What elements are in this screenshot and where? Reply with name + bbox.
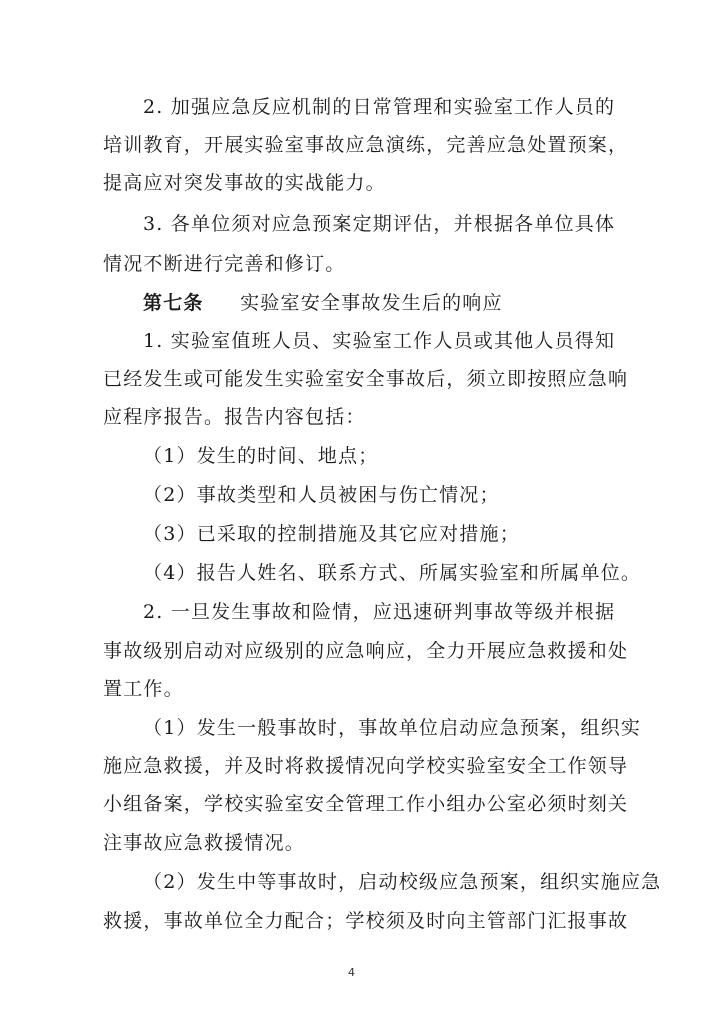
article-number: 第七条 (143, 292, 204, 314)
paragraph-line: 已经发生或可能发生实验室安全事故后，须立即按照应急响 (103, 368, 629, 390)
list-item: （3）已采取的控制措施及其它应对措施； (143, 523, 520, 545)
list-item: （2）事故类型和人员被困与伤亡情况； (143, 484, 500, 506)
list-item: （4）报告人姓名、联系方式、所属实验室和所属单位。 (143, 562, 642, 584)
paragraph-line: 注事故应急救援情况。 (103, 832, 306, 854)
paragraph-line: 3. 各单位须对应急预案定期评估，并根据各单位具体 (143, 213, 616, 235)
paragraph-line: （1）发生一般事故时，事故单位启动应急预案，组织实 (143, 717, 642, 739)
list-item: （1）发生的时间、地点； (143, 445, 379, 467)
paragraph-line: 2. 一旦发生事故和险情，应迅速研判事故等级并根据 (143, 601, 616, 623)
paragraph-line: 救援，事故单位全力配合；学校须及时向主管部门汇报事故 (103, 910, 629, 932)
page-number: 4 (348, 966, 355, 979)
article-heading (143, 292, 503, 314)
paragraph-line: 置工作。 (103, 678, 184, 700)
paragraph-line: 2. 加强应急反应机制的日常管理和实验室工作人员的 (143, 96, 616, 118)
paragraph-line: 小组备案，学校实验室安全管理工作小组办公室必须时刻关 (103, 793, 629, 815)
paragraph-line: 提高应对突发事故的实战能力。 (103, 172, 386, 194)
paragraph-line: 事故级别启动对应级别的应急响应，全力开展应急救援和处 (103, 640, 629, 662)
paragraph-line: 培训教育，开展实验室事故应急演练，完善应急处置预案， (103, 134, 629, 156)
paragraph-line: 应程序报告。报告内容包括： (103, 406, 366, 428)
paragraph-line: 1. 实验室值班人员、实验室工作人员或其他人员得知 (143, 330, 616, 352)
article-title: 实验室安全事故发生后的响应 (240, 292, 503, 314)
paragraph-line: 情况不断进行完善和修订。 (103, 253, 346, 275)
paragraph-line: （2）发生中等事故时，启动校级应急预案，组织实施应急 (143, 871, 662, 893)
paragraph-line: 施应急救援，并及时将救援情况向学校实验室安全工作领导 (103, 755, 629, 777)
